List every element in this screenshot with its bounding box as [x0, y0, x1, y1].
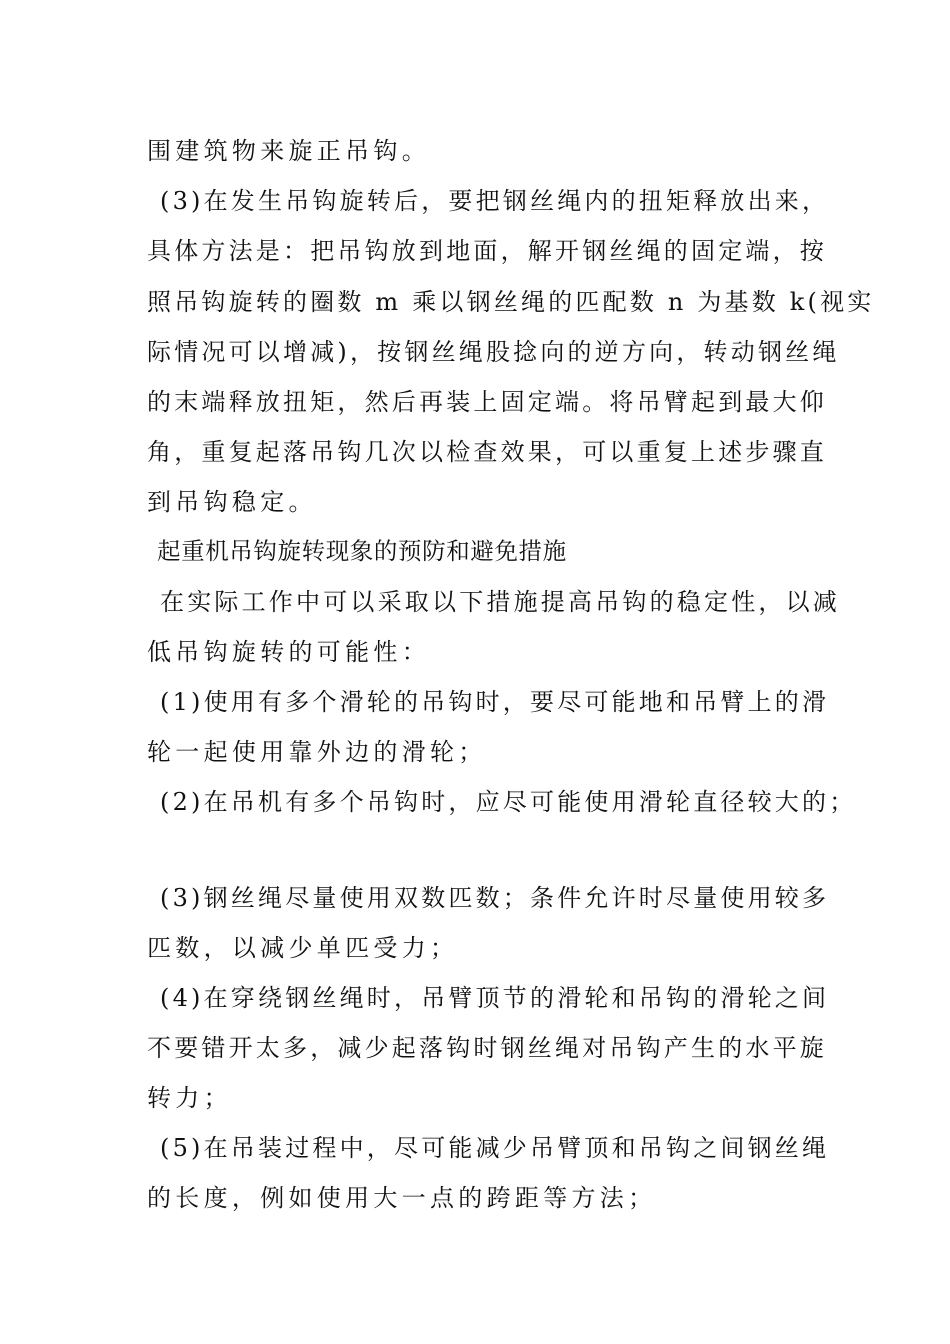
text-line-11: 低吊钩旋转的可能性： — [147, 638, 430, 666]
text-line-4: 照吊钩旋转的圈数 m 乘以钢丝绳的匹配数 n 为基数 k(视实 — [147, 288, 875, 316]
list-item-5-line-1: (5)在吊装过程中，尽可能减少吊臂顶和吊钩之间钢丝绳 — [160, 1134, 830, 1162]
list-item-4-line-2: 不要错开太多，减少起落钩时钢丝绳对吊钩产生的水平旋 — [147, 1034, 827, 1062]
text-line-6: 的末端释放扭矩，然后再装上固定端。将吊臂起到最大仰 — [147, 388, 827, 416]
section-heading: 起重机吊钩旋转现象的预防和避免措施 — [157, 537, 567, 565]
list-item-3-line-2: 匹数，以减少单匹受力； — [147, 934, 459, 962]
text-line-1: 围建筑物来旋正吊钩。 — [147, 137, 430, 165]
text-line-7: 角，重复起落吊钩几次以检查效果，可以重复上述步骤直 — [147, 438, 827, 466]
list-item-1-line-2: 轮一起使用靠外边的滑轮； — [147, 738, 487, 766]
text-line-3: 具体方法是：把吊钩放到地面，解开钢丝绳的固定端，按 — [147, 237, 827, 265]
text-line-5: 际情况可以增减)，按钢丝绳股捻向的逆方向，转动钢丝绳 — [147, 338, 840, 366]
text-line-10: 在实际工作中可以采取以下措施提高吊钩的稳定性，以减 — [160, 588, 840, 616]
list-item-2: (2)在吊机有多个吊钩时，应尽可能使用滑轮直径较大的； — [160, 788, 857, 816]
text-line-8: 到吊钩稳定。 — [147, 488, 317, 516]
list-item-1-line-1: (1)使用有多个滑轮的吊钩时，要尽可能地和吊臂上的滑 — [160, 688, 830, 716]
list-item-4-line-3: 转力； — [147, 1084, 232, 1112]
list-item-3-line-1: (3)钢丝绳尽量使用双数匹数；条件允许时尽量使用较多 — [160, 884, 830, 912]
list-item-4-line-1: (4)在穿绕钢丝绳时，吊臂顶节的滑轮和吊钩的滑轮之间 — [160, 984, 830, 1012]
text-line-2: (3)在发生吊钩旋转后，要把钢丝绳内的扭矩释放出来， — [160, 187, 830, 215]
list-item-5-line-2: 的长度，例如使用大一点的跨距等方法； — [147, 1184, 657, 1212]
